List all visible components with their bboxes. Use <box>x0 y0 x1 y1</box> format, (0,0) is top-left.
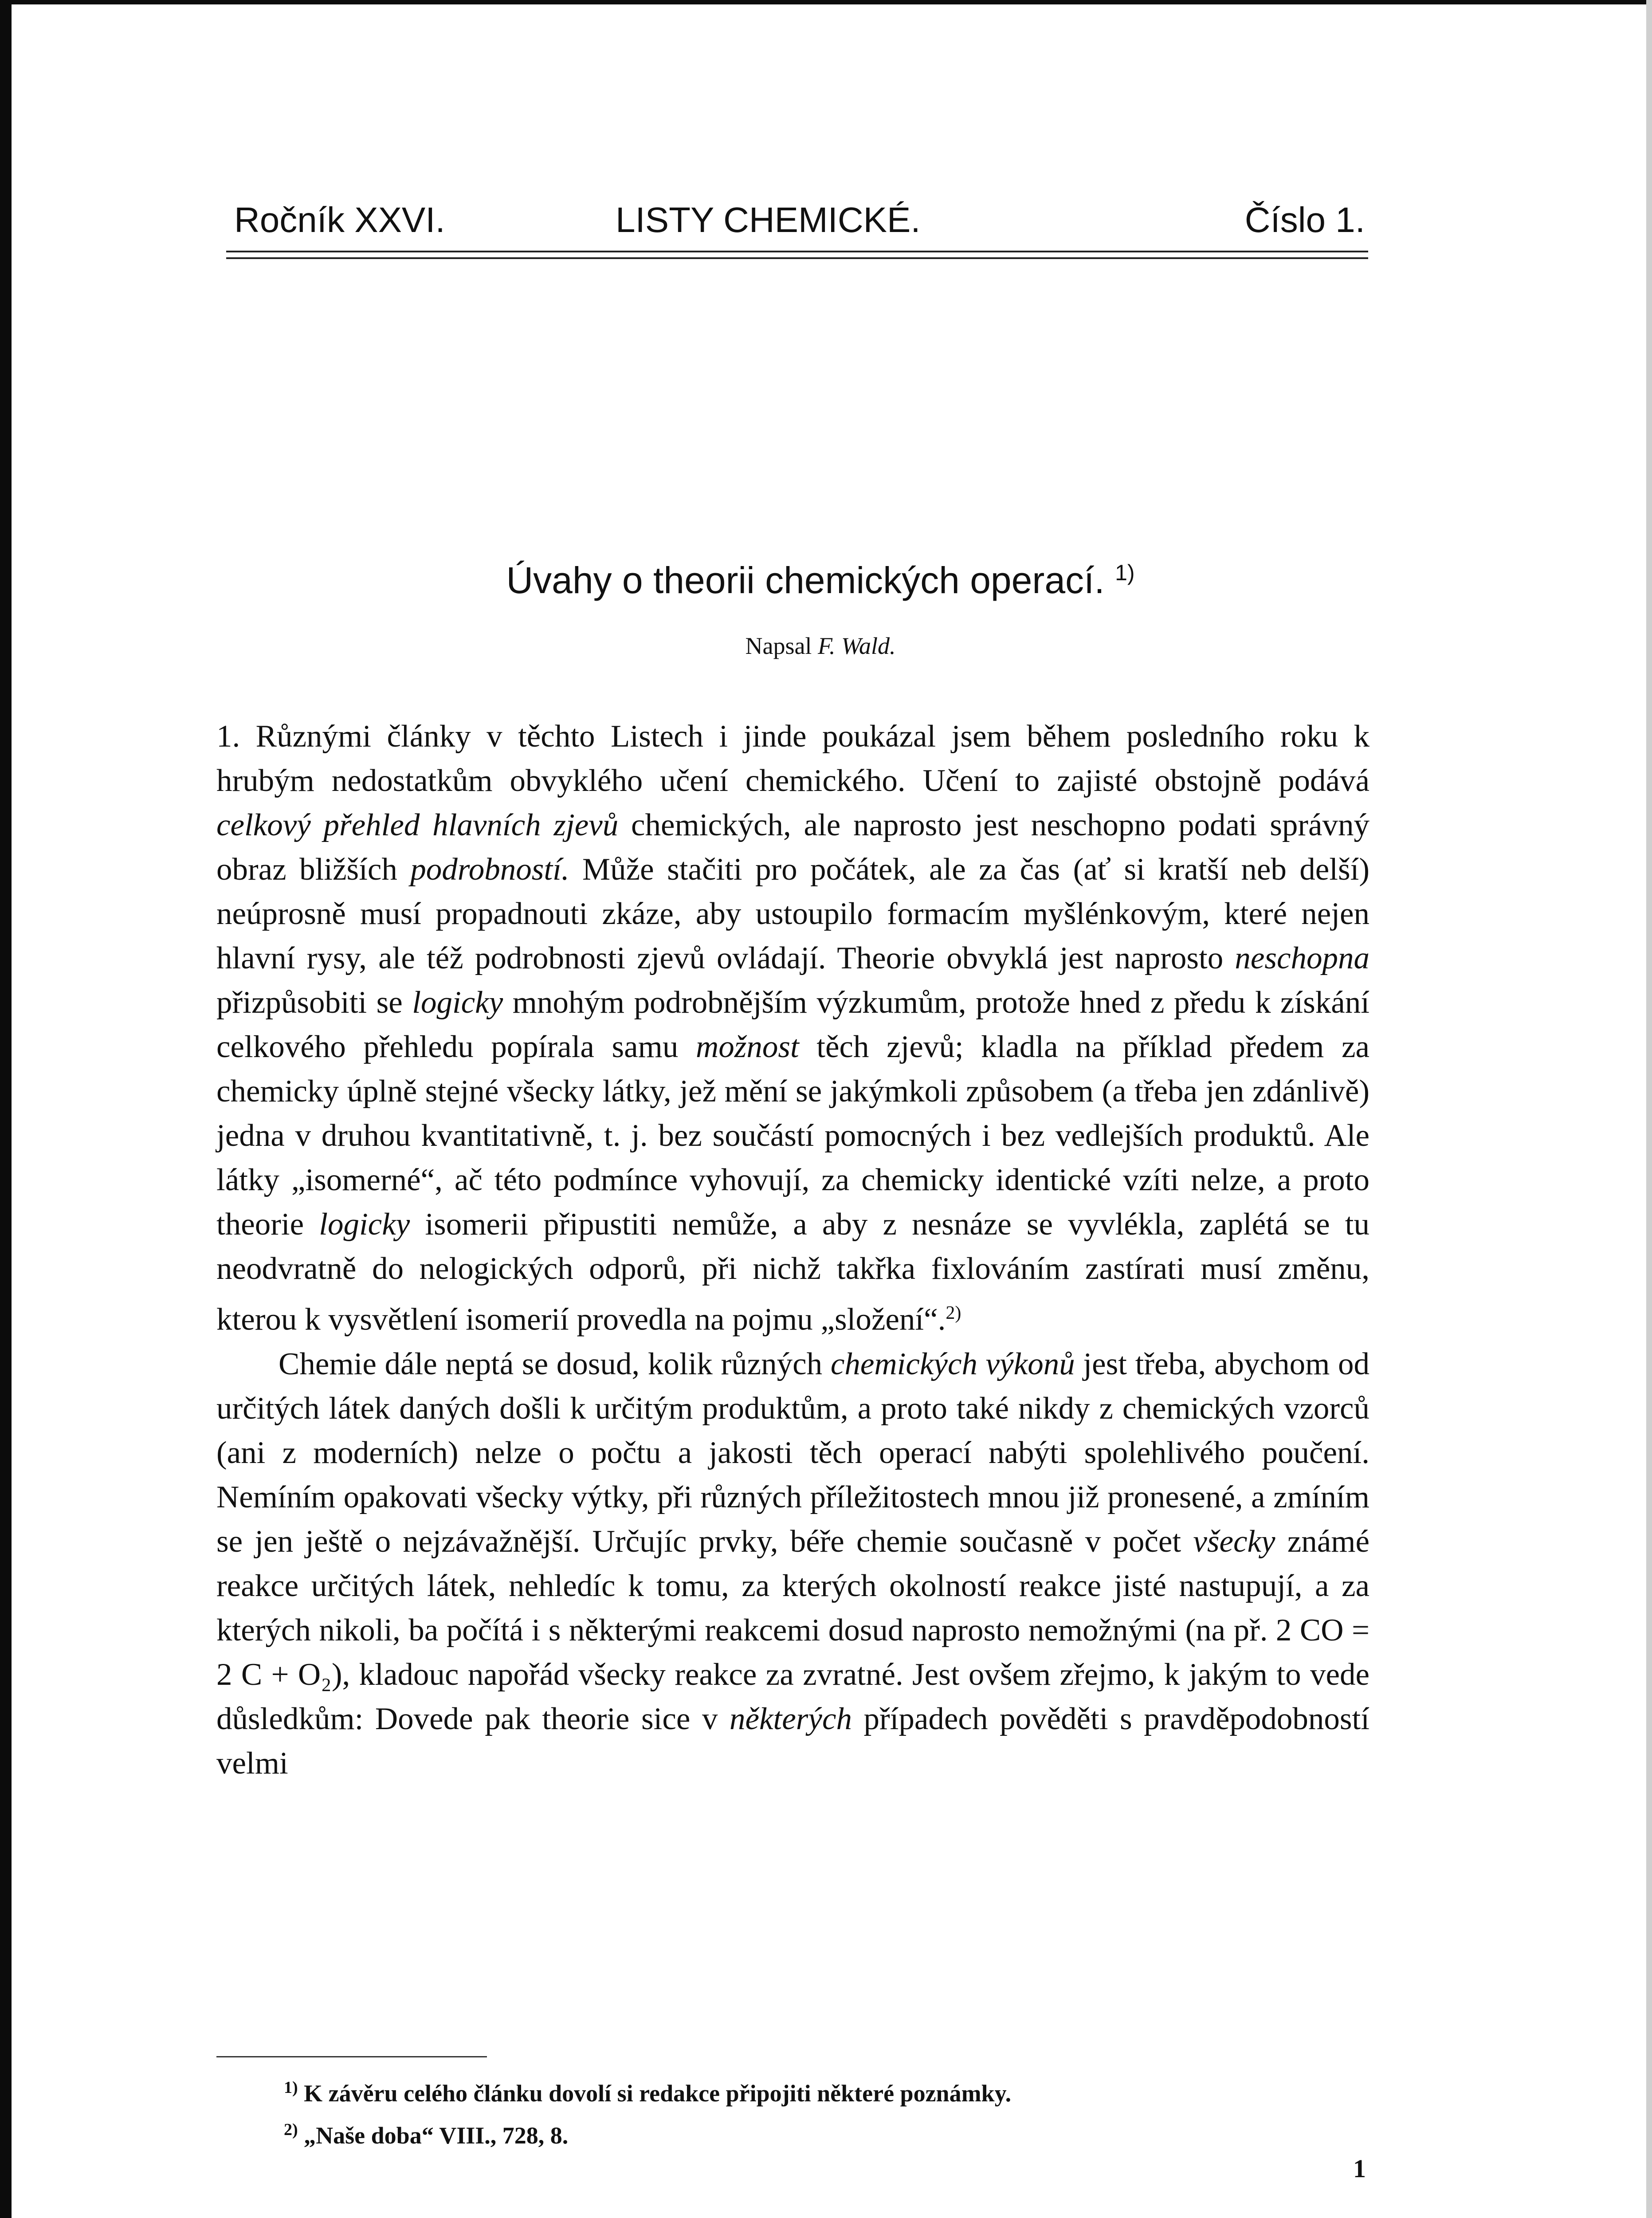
footnote <box>284 2112 1370 2154</box>
article-title-text: Úvahy o theorii chemických operací. <box>506 559 1105 601</box>
title-footnote-mark: 1) <box>1115 560 1135 585</box>
issue-number: Číslo 1. <box>1244 200 1365 240</box>
paragraph: Chemie dále neptá se dosud, kolik různých chemických výkonů jest třeba, abychom od určitých látek daných došli k určitým produktům, a proto také nikdy z chemických vzorců (ani z moderních) nelze o počtu a jakosti těch operací nabýti spolehlivého poučení. Nemíním opakovati všecky výtky, při různých příležitostech mnou již pronesené, a zmíním se jen ještě o nejzávažnější. Určujíc prvky, béře chemie současně v počet všecky známé reakce určitých látek, nehledíc k tomu, za kterých okolností reakce jisté nastupují, a za kterých nikoli, ba počítá i s některými reakcemi dosud naprosto nemožnými (na př. 2 CO = 2 C + O₂), kladouc napořád všecky reakce za zvratné. Jest ovšem zřejmo, k jakým to vede důsledkům: Dovede pak theorie sice v některých případech pověděti s pravděpodobností velmi <box>216 1346 1370 1781</box>
article-body <box>216 714 1369 1785</box>
page-number: 1 <box>1353 2154 1366 2183</box>
volume-label: Ročník XXVI. <box>234 200 445 240</box>
article-title <box>133 559 1508 602</box>
author-name: F. Wald. <box>817 633 896 659</box>
journal-title: LISTY CHEMICKÉ. <box>616 200 921 240</box>
footnotes <box>284 2069 1370 2154</box>
footnote <box>284 2069 1370 2112</box>
scan-border-top <box>0 0 1652 4</box>
footnote-mark: 1) <box>284 2078 298 2097</box>
footnote-ref: 2) <box>946 1303 961 1323</box>
footnote-text: „Naše doba“ VIII., 728, 8. <box>304 2122 569 2149</box>
chemical-formula: 2 CO = 2 C + O₂ <box>216 1612 1369 1692</box>
byline-prefix: Napsal <box>745 633 812 659</box>
paragraph: 1. Různými články v těchto Listech i jinde poukázal jsem během posledního roku k hrubým nedostatkům obvyklého učení chemického. Učení to zajisté obstojně podává celkový přehled hlavních zjevů chemických, ale naprosto jest neschopno podati správný obraz bližších podrobností. Může stačiti pro počátek, ale za čas (ať si kratší neb delší) neúprosně musí propadnouti zkáze, aby ustoupilo formacím myšlénkovým, které nejen hlavní rysy, ale též podrobnosti zjevů ovládají. Theorie obvyklá jest naprosto neschopna přizpůsobiti se logicky mnohým podrobnějším výzkumům, protože hned z předu k získání celkového přehledu popírala samu možnost těch zjevů; kladla na příklad předem za chemicky úplně stejné všecky látky, jež mění se jakýmkoli způsobem (a třeba jen zdánlivě) jedna v druhou kvantitativně, t. j. bez součástí pomocných i bez vedlejších produktů. Ale látky „isomerné“, ač této podmínce vyhovují, za chemicky identické vzíti nelze, a proto theorie logicky isomerii připustiti nemůže, a aby z nesnáze se vyvlékla, zaplétá se tu neodvratně do nelogických odporů, při nichž takřka fixlováním zastírati musí změnu, kterou k vysvětlení isomerií provedla na pojmu „složení“.$^{2)}$ <box>216 719 1369 1337</box>
header-rule-bottom <box>226 257 1368 259</box>
footnote-rule <box>216 2056 487 2057</box>
running-head <box>234 191 1365 248</box>
footnote-text: K závěru celého článku dovolí si redakce připojiti některé poznámky. <box>304 2080 1012 2107</box>
header-rule-top <box>226 251 1368 252</box>
scan-border-right <box>1646 0 1652 2218</box>
scan-border-left <box>0 0 12 2218</box>
byline <box>133 632 1508 660</box>
footnote-mark: 2) <box>284 2120 298 2139</box>
